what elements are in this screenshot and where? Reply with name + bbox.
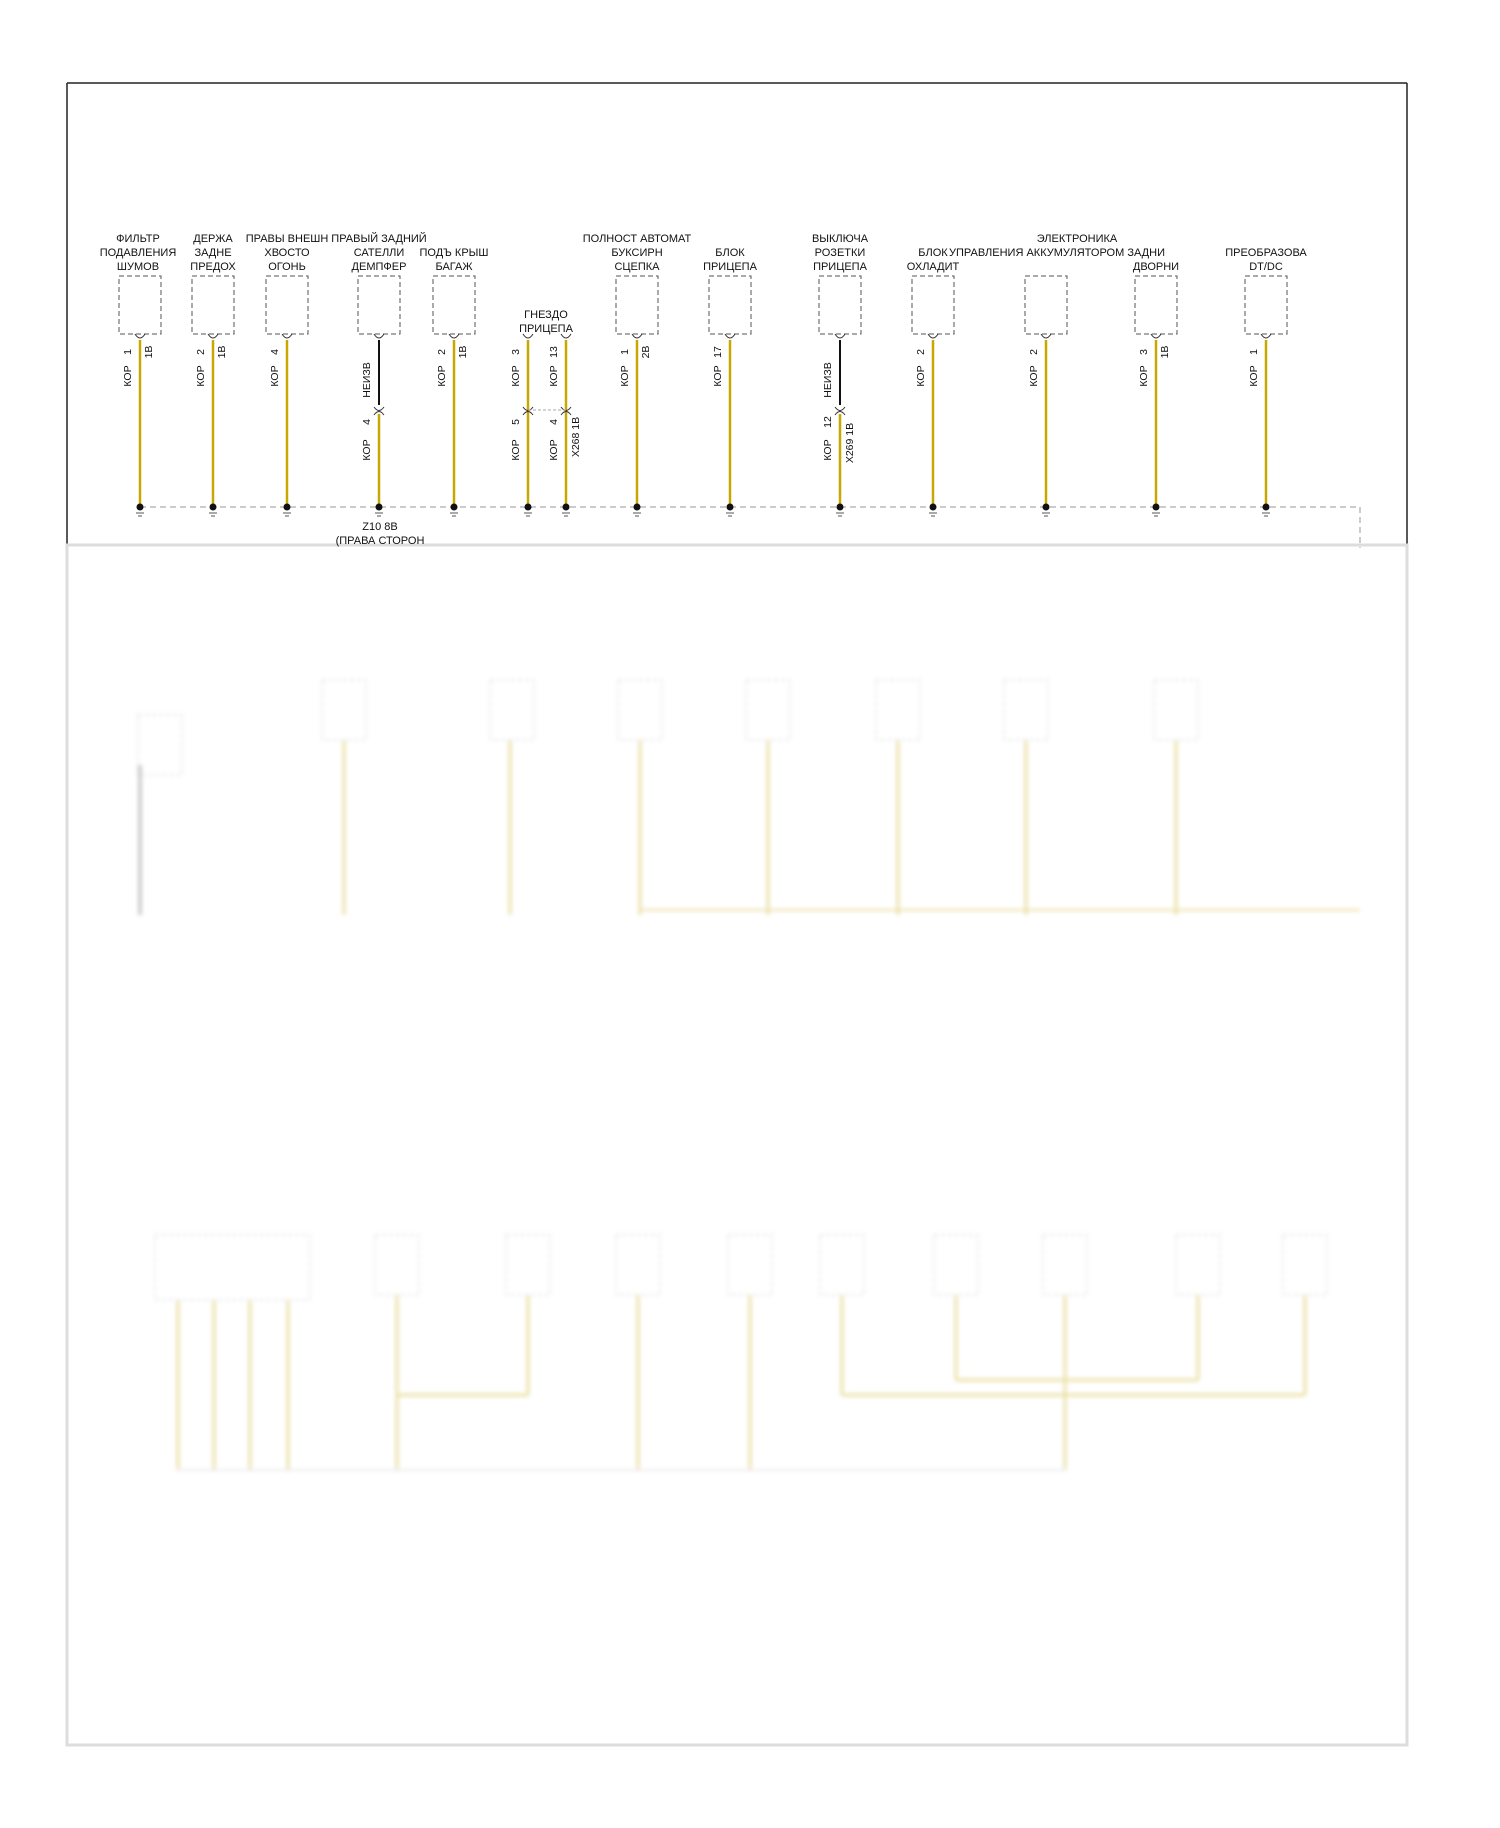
socket-wire-a-pin-top: 3: [510, 349, 522, 355]
component-box-c4: [358, 276, 400, 334]
component-box-c12-pin-arc: [1261, 334, 1271, 338]
ground-point-c5: [451, 504, 458, 511]
ground-point-c3: [284, 504, 291, 511]
component-box-c2: [192, 276, 234, 334]
ground-point-c4: [376, 504, 383, 511]
ground-point-c1: [137, 504, 144, 511]
svg-text:ХВОСТО: ХВОСТО: [264, 247, 310, 259]
ground-point-c8: [837, 504, 844, 511]
wire-pin-c1: 1: [122, 349, 134, 355]
wire-color-c7: КОР: [712, 365, 724, 387]
component-label-c7: [703, 247, 758, 273]
wire-pin-c8: 12: [822, 416, 834, 428]
wire-pin-c4: 4: [361, 419, 373, 425]
wire-pin-c3: 4: [269, 349, 281, 355]
svg-text:БЛОК: БЛОК: [715, 247, 745, 259]
component-box-c9: [912, 276, 954, 334]
wire-pin-c10: 2: [1028, 349, 1040, 355]
socket-wire-b-color-bottom: КОР: [548, 439, 560, 461]
component-box-c7: [709, 276, 751, 334]
svg-text:ДВОРНИ: ДВОРНИ: [1132, 261, 1180, 273]
frame-lower: [67, 545, 1407, 1745]
ground-point-c11: [1153, 504, 1160, 511]
component-label-c3: [246, 233, 329, 273]
wire-pin-c9: 2: [915, 349, 927, 355]
wire-pin-c11: 3: [1138, 349, 1150, 355]
component-label-socket: [519, 309, 574, 335]
wire-color-c6: КОР: [619, 365, 631, 387]
component-box-c5-pin-arc: [449, 334, 459, 338]
wire-connector-c8: X269 1B: [844, 422, 856, 464]
socket-wire-b-ground: [563, 504, 570, 511]
wire-connector-c2: 1B: [216, 345, 228, 359]
component-box-c5: [433, 276, 475, 334]
component-box-c10: [1025, 276, 1067, 334]
component-label-c12: [1225, 247, 1307, 273]
component-box-c8-pin-arc: [835, 334, 845, 338]
wire-color-c2: КОР: [195, 365, 207, 387]
wire-connector-c6: 2B: [640, 345, 652, 359]
socket-wire-a-ground: [525, 504, 532, 511]
wire-color-c11: КОР: [1138, 365, 1150, 387]
wire-color-c9: КОР: [915, 365, 927, 387]
component-label-shared: [949, 233, 1165, 259]
component-box-c1-pin-arc: [135, 334, 145, 338]
ground-point-c2: [210, 504, 217, 511]
component-label-c11: [1133, 261, 1179, 273]
wire-color-top-c4: НЕИЗВ: [361, 362, 373, 398]
wire-pin-c6: 1: [619, 349, 631, 355]
svg-text:ПОДЪ КРЫШ: ПОДЪ КРЫШ: [419, 247, 489, 259]
wire-pin-c2: 2: [195, 349, 207, 355]
component-box-c12: [1245, 276, 1287, 334]
svg-text:ПОДАВЛЕНИЯ: ПОДАВЛЕНИЯ: [99, 247, 177, 259]
svg-text:ПРАВЫЙ ЗАДНИЙ: ПРАВЫЙ ЗАДНИЙ: [331, 233, 427, 245]
svg-text:БАГАЖ: БАГАЖ: [435, 261, 473, 273]
svg-text:ПРАВЫ ВНЕШН: ПРАВЫ ВНЕШН: [245, 233, 329, 245]
socket-wire-a-color-top: КОР: [510, 365, 522, 387]
svg-text:ПРИЦЕПА: ПРИЦЕПА: [519, 323, 573, 335]
component-box-c7-pin-arc: [725, 334, 735, 338]
svg-text:БУКСИРН: БУКСИРН: [611, 247, 663, 259]
wire-color-top-c8: НЕИЗВ: [822, 362, 834, 398]
component-label-c5: [420, 247, 489, 273]
wire-pin-c7: 17: [712, 346, 724, 358]
svg-text:ЭЛЕКТРОНИКА: ЭЛЕКТРОНИКА: [1036, 233, 1118, 245]
wire-pin-c12: 1: [1248, 349, 1260, 355]
svg-text:ФИЛЬТР: ФИЛЬТР: [116, 233, 160, 245]
socket-wire-b-connector: X268 1B: [570, 416, 582, 458]
wire-group: [119, 276, 1287, 516]
svg-text:ОХЛАДИТ: ОХЛАДИТ: [906, 261, 960, 273]
component-label-c1: [100, 233, 177, 273]
component-box-c6: [616, 276, 658, 334]
svg-text:БЛОК: БЛОК: [918, 247, 948, 259]
svg-text:ДЕМПФЕР: ДЕМПФЕР: [351, 261, 407, 273]
socket-wire-b-pin-top: 13: [548, 346, 560, 358]
svg-text:САТЕЛЛИ: САТЕЛЛИ: [353, 247, 405, 259]
wire-color-c5: КОР: [436, 365, 448, 387]
socket-wire-b-pin-bottom: 4: [548, 419, 560, 425]
ground-point-c12: [1263, 504, 1270, 511]
component-box-c6-pin-arc: [632, 334, 642, 338]
component-box-c3: [266, 276, 308, 334]
component-box-c10-pin-arc: [1041, 334, 1051, 338]
svg-text:ПРЕОБРАЗОВА: ПРЕОБРАЗОВА: [1225, 247, 1307, 259]
component-label-c4: [331, 232, 426, 273]
ground-point-c10: [1043, 504, 1050, 511]
component-label-c6: [583, 233, 692, 273]
svg-text:ПРИЦЕПА: ПРИЦЕПА: [703, 261, 757, 273]
svg-text:ПРИЦЕПА: ПРИЦЕПА: [813, 261, 867, 273]
component-box-c1: [119, 276, 161, 334]
component-label-c8: [812, 233, 869, 273]
wire-color-c8: КОР: [822, 439, 834, 461]
svg-text:ОГОНЬ: ОГОНЬ: [268, 261, 306, 273]
wire-color-c10: КОР: [1028, 365, 1040, 387]
socket-wire-b-color-top: КОР: [548, 365, 560, 387]
svg-text:ДЕРЖА: ДЕРЖА: [193, 233, 233, 245]
component-box-c8: [819, 276, 861, 334]
ground-point-c6: [634, 504, 641, 511]
svg-text:ПРЕДОХ: ПРЕДОХ: [190, 261, 236, 273]
svg-text:ПОЛНОСТ АВТОМАТ: ПОЛНОСТ АВТОМАТ: [582, 233, 692, 245]
wire-connector-c1: 1B: [143, 345, 155, 359]
component-box-c11: [1135, 276, 1177, 334]
wire-connector-c11: 1B: [1159, 345, 1171, 359]
wire-color-c4: КОР: [361, 439, 373, 461]
wire-color-c1: КОР: [122, 365, 134, 387]
svg-text:УПРАВЛЕНИЯ АККУМУЛЯТОРОМ ЗАДНИ: УПРАВЛЕНИЯ АККУМУЛЯТОРОМ ЗАДНИ: [949, 247, 1165, 259]
splice-c4: [374, 407, 384, 411]
component-box-c2-pin-arc: [208, 334, 218, 338]
component-box-c4-pin-arc: [374, 334, 384, 338]
splice-c8: [835, 407, 845, 411]
svg-text:(ПРАВА СТОРОН: (ПРАВА СТОРОН: [335, 535, 425, 547]
component-box-c11-pin-arc: [1151, 334, 1161, 338]
svg-text:СЦЕПКА: СЦЕПКА: [614, 261, 660, 273]
wire-color-c3: КОР: [269, 365, 281, 387]
component-box-c9-pin-arc: [928, 334, 938, 338]
svg-text:РОЗЕТКИ: РОЗЕТКИ: [814, 247, 866, 259]
wire-color-c12: КОР: [1248, 365, 1260, 387]
wire-connector-c5: 1B: [457, 345, 469, 359]
wire-pin-c5: 2: [436, 349, 448, 355]
component-label-c2: [190, 233, 236, 273]
svg-text:Z10 8B: Z10 8B: [362, 521, 398, 533]
component-box-c3-pin-arc: [282, 334, 292, 338]
blurred-lower-diagram: [138, 680, 1360, 1470]
svg-text:ШУМОВ: ШУМОВ: [116, 261, 160, 273]
svg-text:ВЫКЛЮЧА: ВЫКЛЮЧА: [811, 233, 869, 245]
svg-text:ЗАДНЕ: ЗАДНЕ: [194, 247, 232, 259]
socket-wire-a-color-bottom: КОР: [510, 439, 522, 461]
ground-point-c7: [727, 504, 734, 511]
ground-label: [336, 521, 425, 547]
svg-text:ГНЕЗДО: ГНЕЗДО: [524, 309, 568, 321]
svg-text:DT/DC: DT/DC: [1249, 261, 1283, 273]
ground-point-c9: [930, 504, 937, 511]
socket-wire-a-pin-bottom: 5: [510, 419, 522, 425]
